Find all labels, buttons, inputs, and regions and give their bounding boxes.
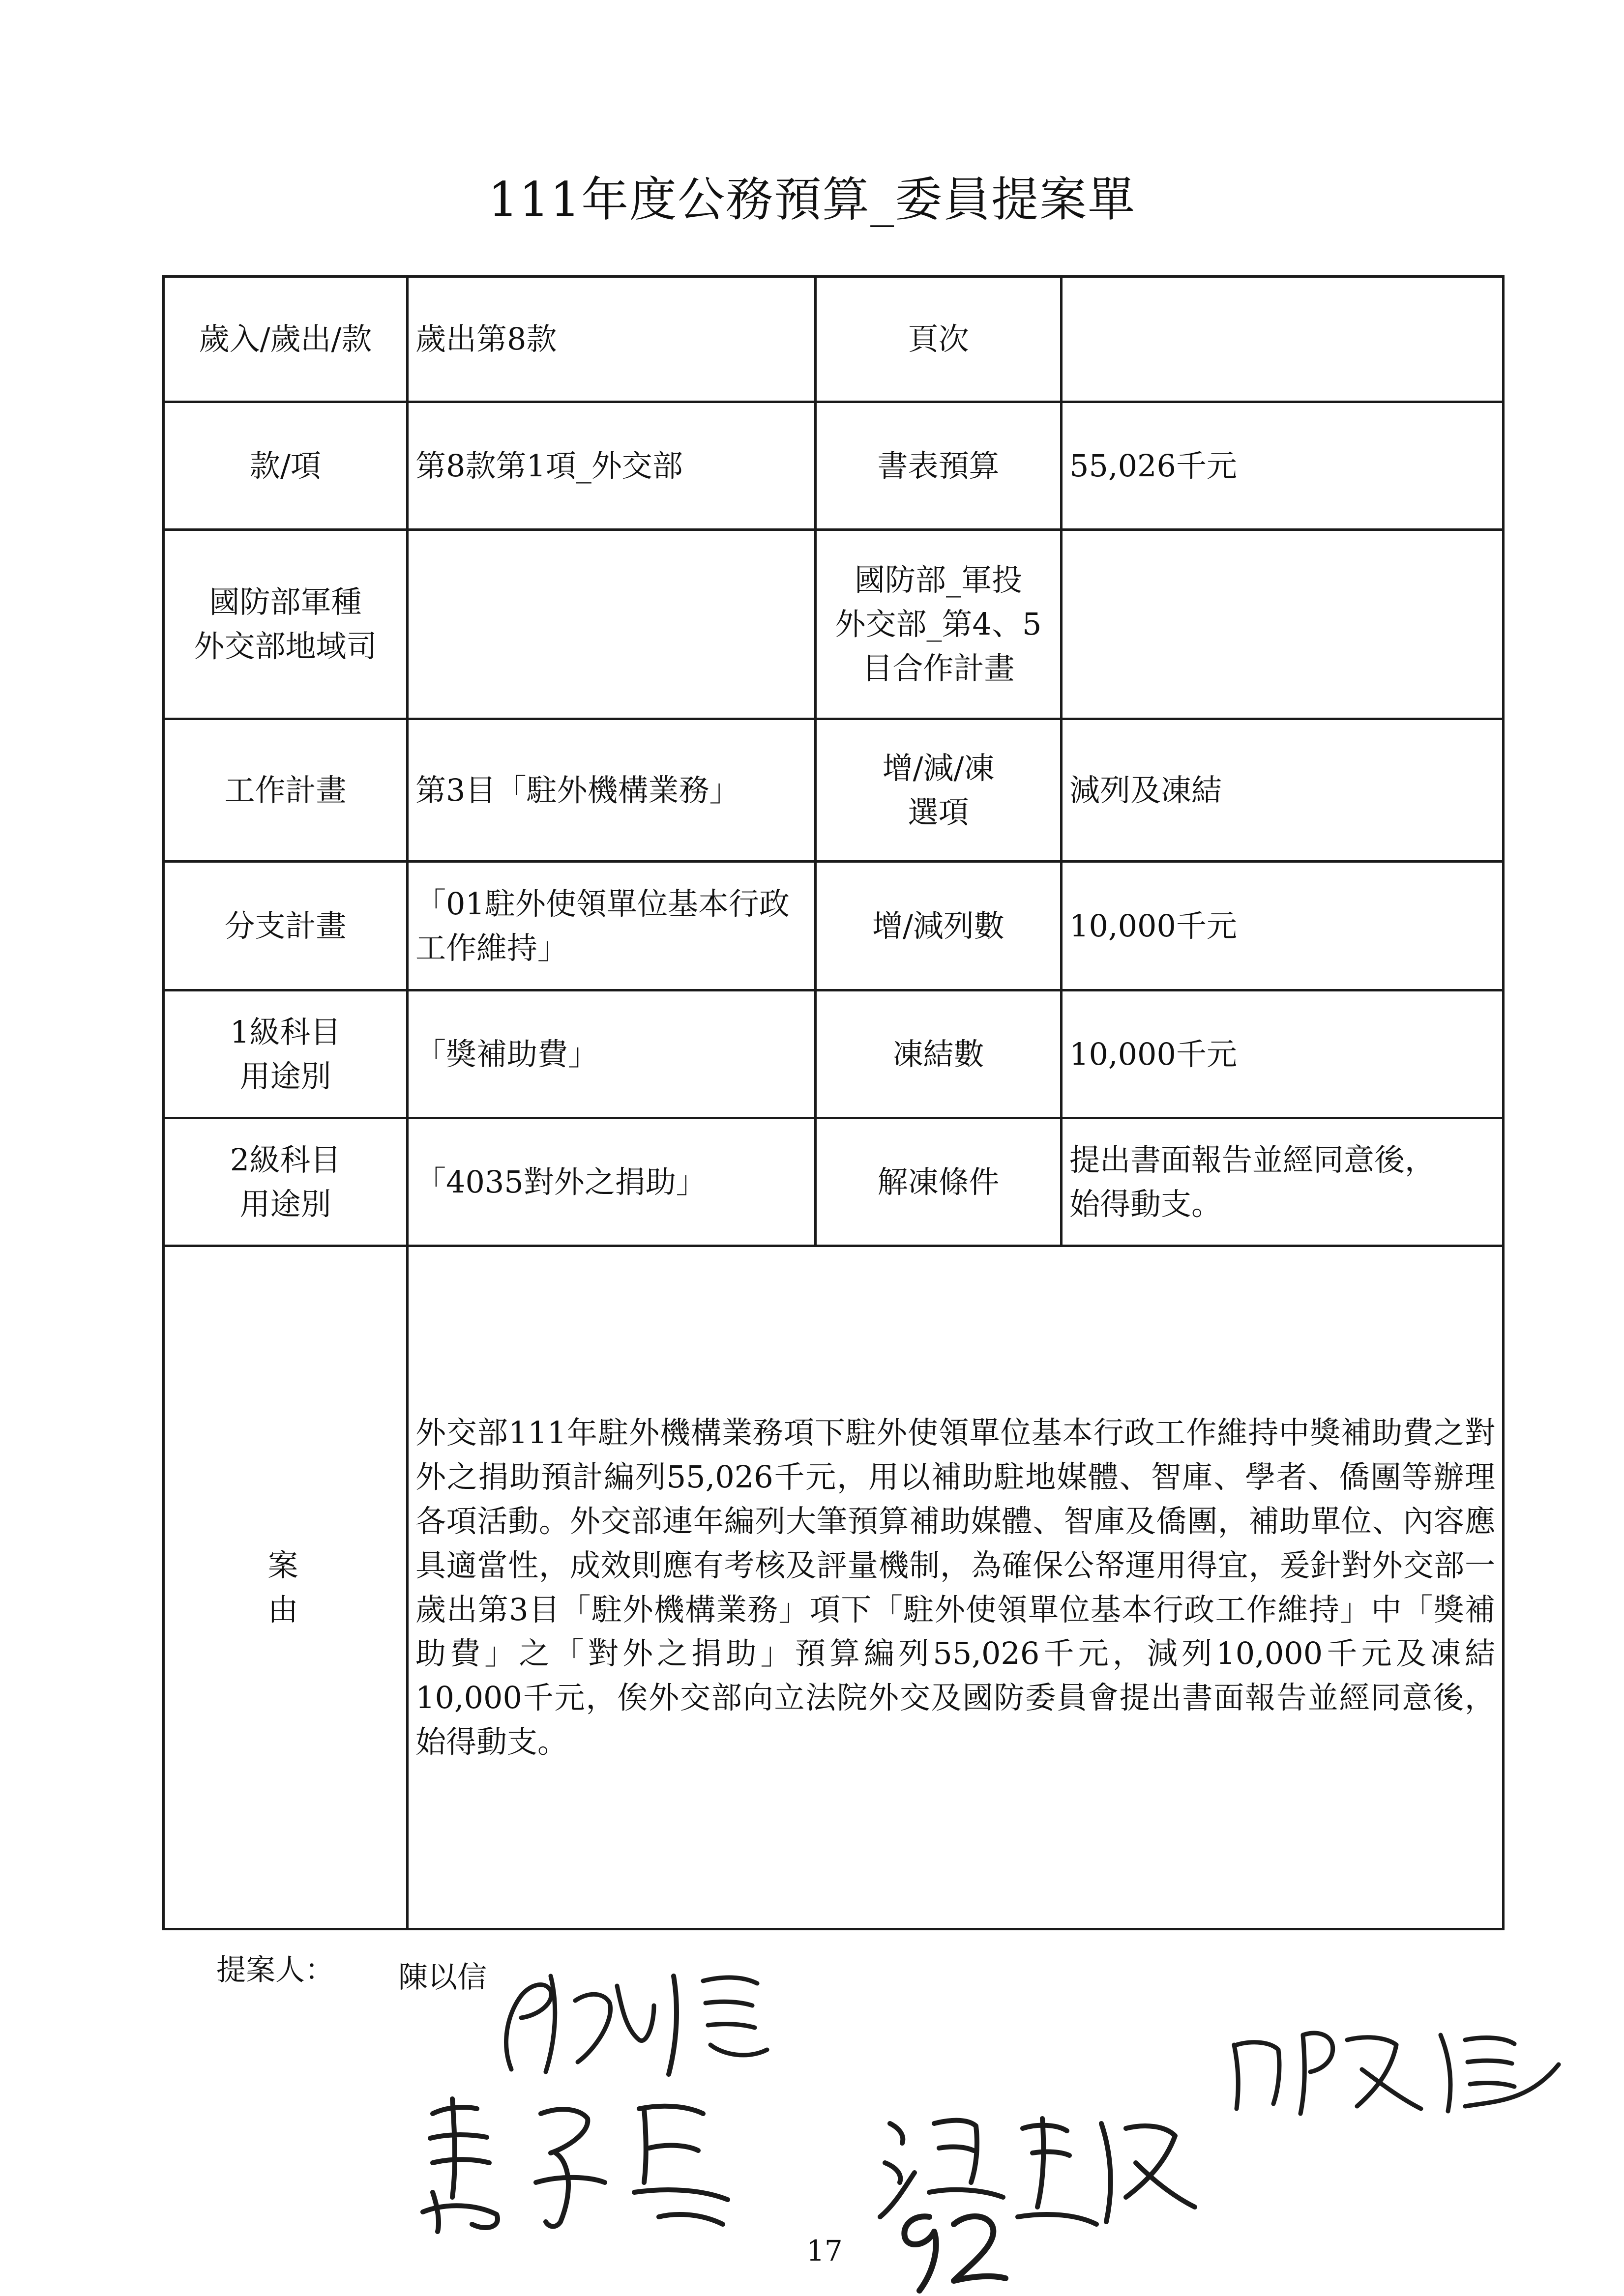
field-value: 10,000千元 xyxy=(1062,990,1504,1118)
field-value: 「01駐外使領單位基本行政 工作維持」 xyxy=(408,862,816,990)
field-label: 2級科目 用途別 xyxy=(164,1118,408,1246)
field-label: 分支計畫 xyxy=(164,862,408,990)
proposer-label: 提案人： xyxy=(216,1953,334,1987)
proposal-form xyxy=(162,275,1505,1930)
field-label: 國防部_軍投 外交部_第4、5 目合作計畫 xyxy=(816,530,1062,719)
reason-row xyxy=(164,1246,1504,1929)
field-label: 增/減/凍 選項 xyxy=(816,719,1062,862)
field-value: 第8款第1項_外交部 xyxy=(408,402,816,530)
field-label: 書表預算 xyxy=(816,402,1062,530)
field-label: 凍結數 xyxy=(816,990,1062,1118)
field-value: 「4035對外之捐助」 xyxy=(408,1118,816,1246)
field-label: 歲入/歲出/款 xyxy=(164,277,408,402)
reason-label: 案由 xyxy=(164,1246,408,1929)
field-value: 55,026千元 xyxy=(1062,402,1504,530)
field-label: 頁次 xyxy=(816,277,1062,402)
field-value: 減列及凍結 xyxy=(1062,719,1504,862)
reason-text: 外交部111年駐外機構業務項下駐外使領單位基本行政工作維持中獎補助費之對外之捐助預計編列55,026千元，用以補助駐地媒體、智庫、學者、僑團等辦理各項活動。外交部連年編列大筆預算補助媒體、智庫及僑團，補助單位、內容應具適當性，成效則應有考核及評量機制，為確保公帑運用得宜，爰針對外交部一歲出第3目「駐外機構業務」項下「駐外使領單位基本行政工作維持」中「獎補助費」之「對外之捐助」預算編列55,026千元，減列10,000千元及凍結10,000千元，俟外交部向立法院外交及國防委員會提出書面報告並經同意後，始得動支。 xyxy=(408,1246,1504,1929)
proposer-name: 陳以信 xyxy=(398,1960,487,1995)
field-value xyxy=(1062,530,1504,719)
signature-4 xyxy=(1219,2005,1573,2123)
field-label: 工作計畫 xyxy=(164,719,408,862)
field-value: 10,000千元 xyxy=(1062,862,1504,990)
field-value: 「獎補助費」 xyxy=(408,990,816,1118)
form-row xyxy=(164,1118,1504,1246)
field-label: 解凍條件 xyxy=(816,1118,1062,1246)
field-value xyxy=(1062,277,1504,402)
form-row xyxy=(164,990,1504,1118)
field-value: 提出書面報告並經同意後， 始得動支。 xyxy=(1062,1118,1504,1246)
signature-2 xyxy=(403,2079,757,2241)
signature-1 xyxy=(492,1956,846,2084)
field-value: 第3目「駐外機構業務」 xyxy=(408,719,816,862)
handwritten-page-number xyxy=(885,2197,1013,2296)
form-row xyxy=(164,277,1504,402)
field-label: 款/項 xyxy=(164,402,408,530)
page-number: 17 xyxy=(806,2234,843,2267)
field-label: 增/減列數 xyxy=(816,862,1062,990)
form-row xyxy=(164,530,1504,719)
field-value: 歲出第8款 xyxy=(408,277,816,402)
field-label: 1級科目 用途別 xyxy=(164,990,408,1118)
field-value xyxy=(408,530,816,719)
form-row xyxy=(164,402,1504,530)
page-title: 111年度公務預算_委員提案單 xyxy=(488,172,1136,227)
form-row xyxy=(164,719,1504,862)
form-row xyxy=(164,862,1504,990)
field-label: 國防部軍種 外交部地域司 xyxy=(164,530,408,719)
